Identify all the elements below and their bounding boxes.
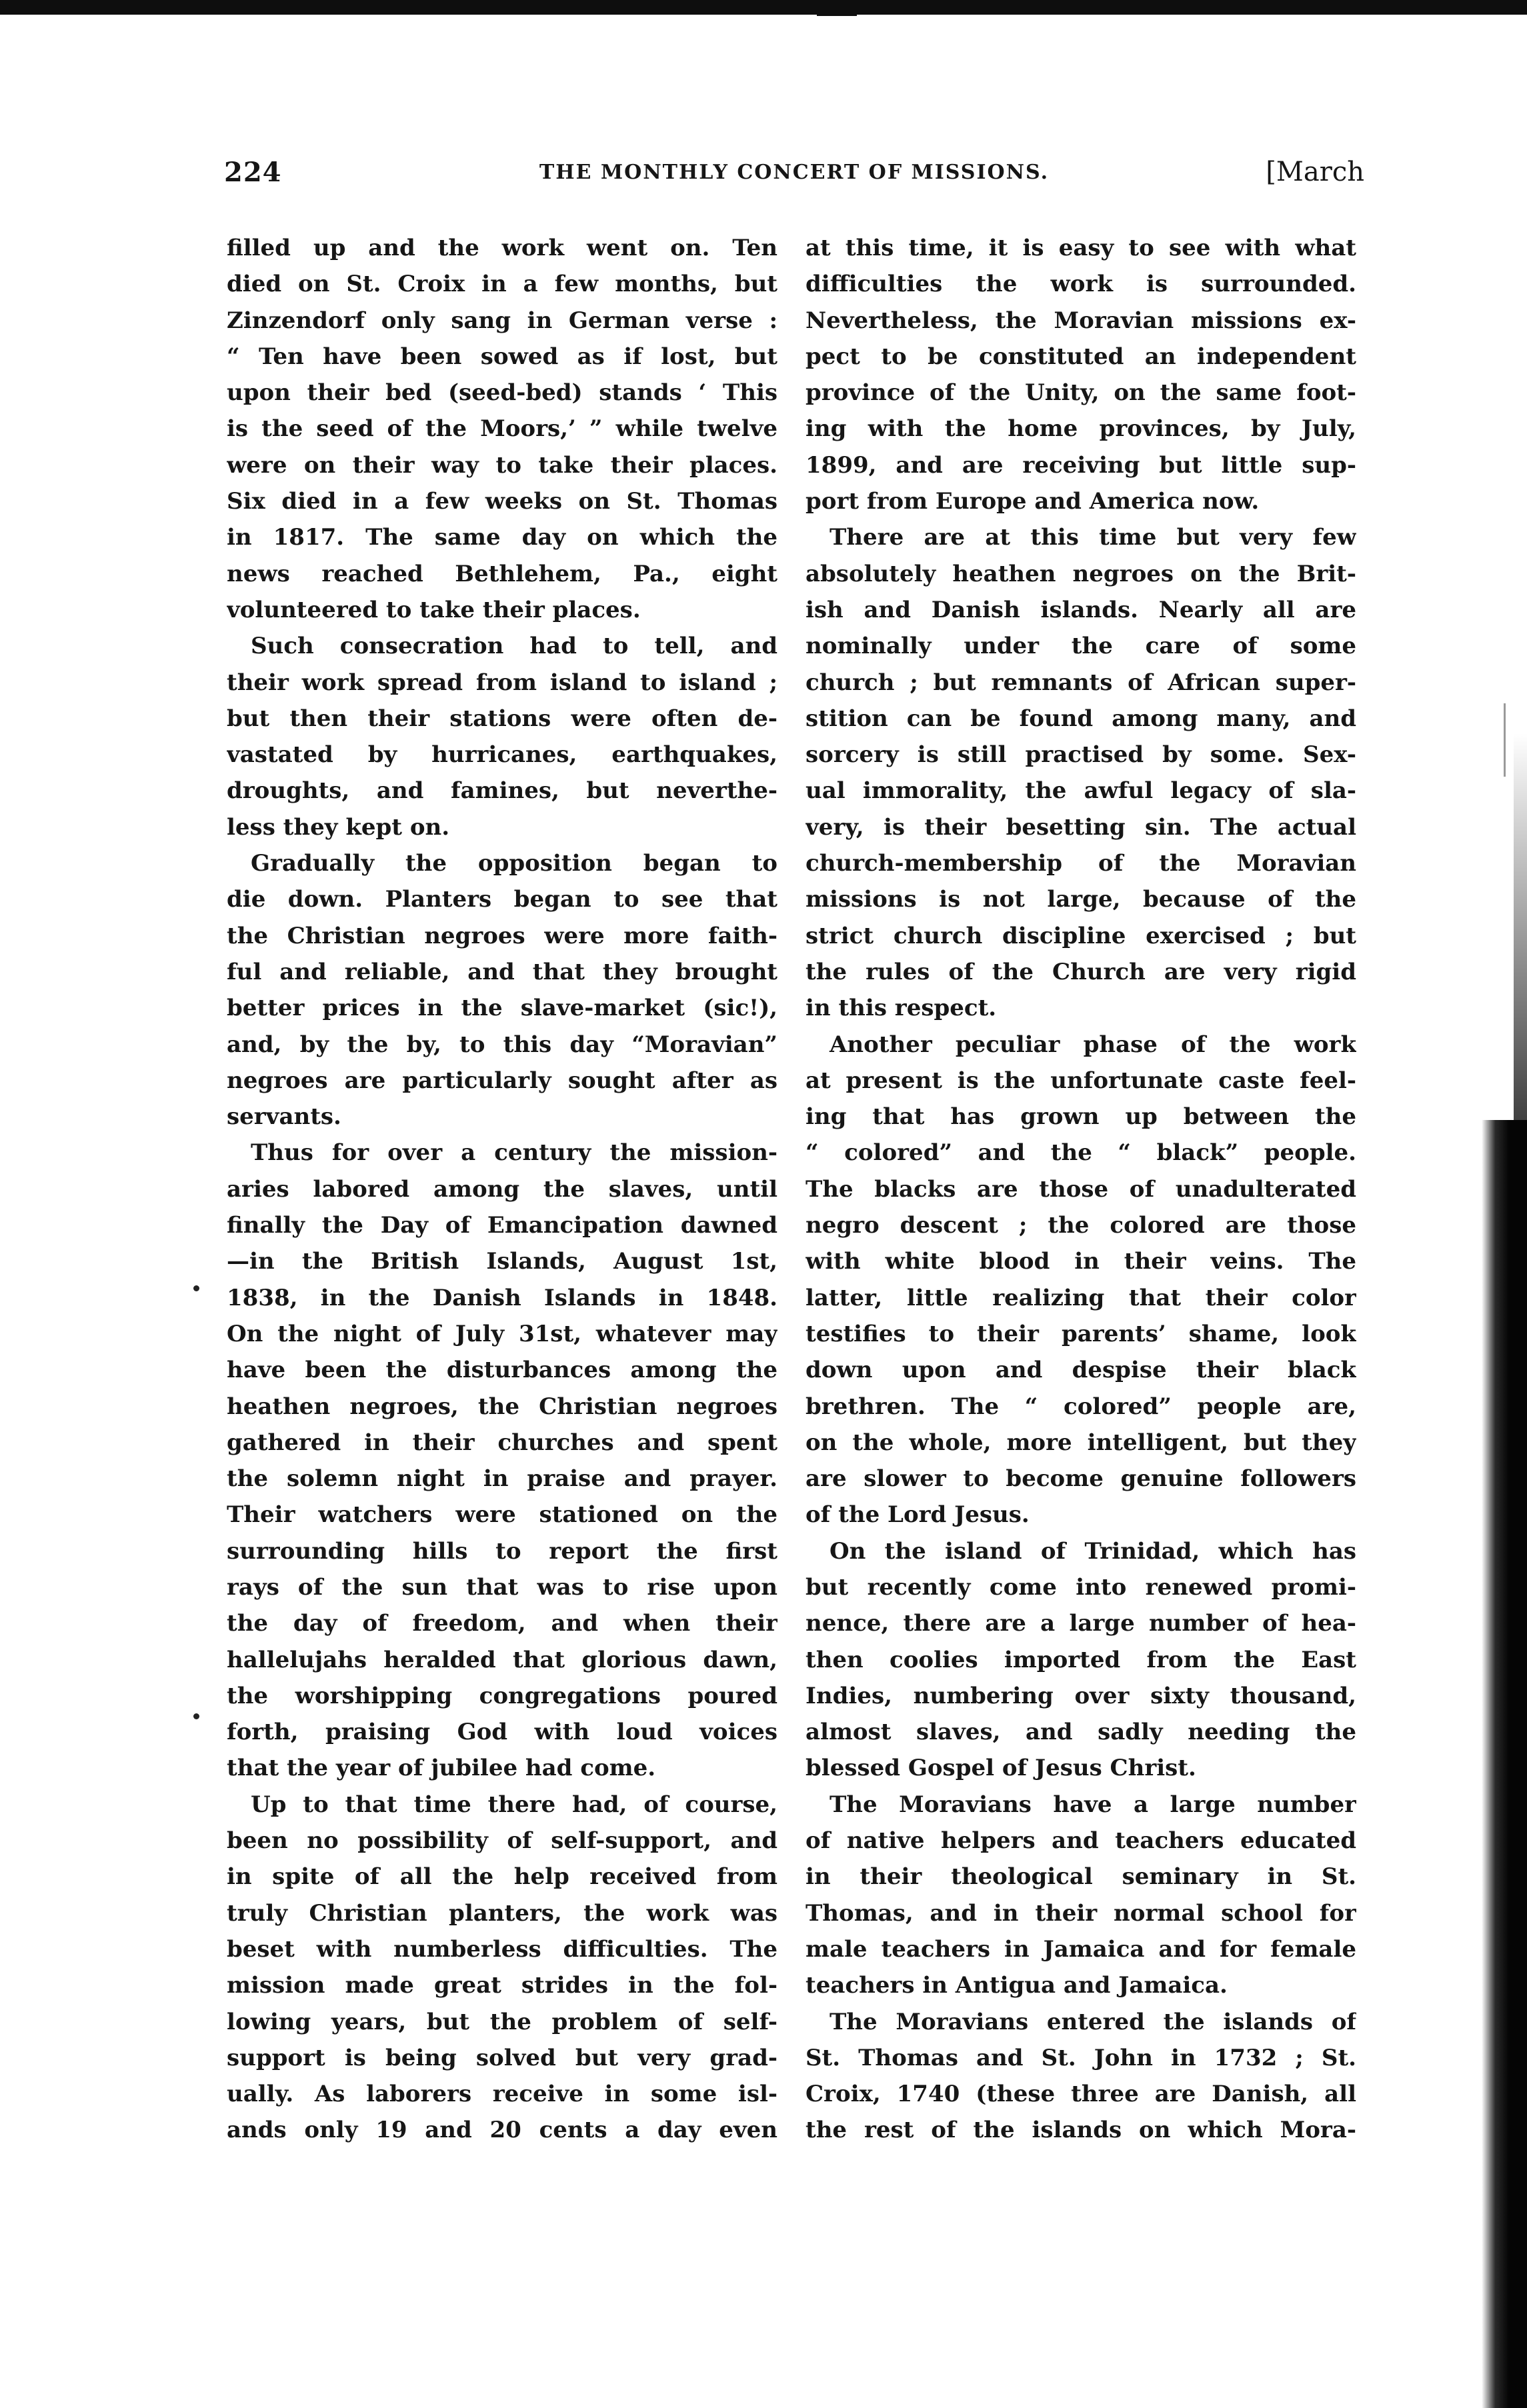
text-line: Thomas, and in their normal school for [806,1899,1356,1927]
text-line: at present is the unfortunate caste feel- [806,1067,1356,1094]
running-head-month: [March [1266,157,1364,187]
text-line: the rest of the islands on which Mora- [806,2117,1356,2144]
text-line: in spite of all the help received from [227,1863,778,1891]
text-line: ing with the home provinces, by July, [806,415,1356,443]
text-line: 1899, and are receiving but little sup- [806,451,1356,479]
text-line: ish and Danish islands. Nearly all are [806,596,1356,623]
text-line: ands only 19 and 20 cents a day even [227,2117,778,2144]
text-line: that the year of jubilee had come. [227,1755,656,1782]
text-line: negro descent ; the colored are those [806,1212,1356,1239]
text-line: were on their way to take their places. [227,451,778,479]
text-line: Up to that time there had, of course, [251,1791,778,1818]
text-line: almost slaves, and sadly needing the [806,1719,1356,1746]
text-line: brethren. The “ colored” people are, [806,1393,1356,1420]
text-line: their work spread from island to island ; [227,669,778,696]
text-line: then coolies imported from the East [806,1646,1356,1673]
top-scan-border [0,0,1527,15]
text-line: volunteered to take their places. [227,596,641,623]
text-line: ually. As laborers receive in some isl- [227,2081,778,2108]
text-line: mission made great strides in the fol- [227,1972,778,1999]
text-line: “ colored” and the “ black” people. [806,1139,1356,1167]
text-line: less they kept on. [227,813,450,841]
text-line: stition can be found among many, and [806,705,1356,732]
text-line: the worshipping congregations poured [227,1682,778,1709]
text-line: missions is not large, because of the [806,886,1356,913]
text-line: heathen negroes, the Christian negroes [227,1393,778,1420]
top-scan-notch [817,9,857,16]
text-line: gathered in their churches and spent [227,1429,778,1456]
text-line: support is being solved but very grad- [227,2044,778,2071]
text-line: absolutely heathen negroes on the Brit- [806,560,1356,587]
text-line: The Moravians entered the islands of [830,2008,1356,2035]
right-scan-shadow-upper [1514,733,1527,1133]
text-line: the rules of the Church are very rigid [806,958,1356,985]
page-number: 224 [224,157,282,188]
text-line: nominally under the care of some [806,633,1356,660]
running-head [224,157,1364,210]
text-line: Thus for over a century the mission- [251,1139,778,1167]
text-line: filled up and the work went on. Ten [227,235,778,261]
text-line: news reached Bethlehem, Pa., eight [227,560,778,587]
text-line: the Christian negroes were more faith- [227,922,778,949]
text-line: The blacks are those of unadulterated [806,1175,1356,1203]
text-line: is the seed of the Moors,’ ” while twelve [227,415,778,443]
text-line: Gradually the opposition began to [251,850,778,877]
text-line: Such consecration had to tell, and [251,633,778,660]
text-line: The Moravians have a large number [830,1791,1356,1818]
text-line: in 1817. The same day on which the [227,524,778,551]
text-line: the solemn night in praise and prayer. [227,1465,778,1493]
text-line: Zinzendorf only sang in German verse : [227,307,778,334]
text-line: forth, praising God with loud voices [227,1719,778,1746]
text-line: Croix, 1740 (these three are Danish, all [806,2081,1356,2108]
text-line: latter, little realizing that their color [806,1284,1356,1311]
text-line: negroes are particularly sought after as [227,1067,778,1094]
text-line: strict church discipline exercised ; but [806,922,1356,949]
text-line: but recently come into renewed promi- [806,1573,1356,1601]
text-line: been no possibility of self-support, and [227,1827,778,1855]
text-line: better prices in the slave-market (sic!), [227,995,778,1022]
text-line: ing that has grown up between the [806,1103,1356,1131]
text-line: servants. [227,1103,341,1131]
margin-dot-left-lower [193,1713,199,1719]
text-line: church-membership of the Moravian [806,850,1356,877]
text-line: male teachers in Jamaica and for female [806,1935,1356,1963]
text-line: truly Christian planters, the work was [227,1899,778,1927]
text-line: ful and reliable, and that they brought [227,958,778,985]
text-line: testifies to their parents’ shame, look [806,1320,1356,1347]
running-title: THE MONTHLY CONCERT OF MISSIONS. [539,161,1050,184]
text-line: have been the disturbances among the [227,1357,778,1384]
text-line: nence, there are a large number of hea- [806,1610,1356,1637]
text-line: On the island of Trinidad, which has [830,1537,1356,1565]
text-line: —in the British Islands, August 1st, [227,1248,778,1275]
text-line: droughts, and famines, but neverthe- [227,777,778,805]
margin-rule-mark [1504,703,1506,777]
text-line: On the night of July 31st, whatever may [227,1320,778,1347]
text-line: surrounding hills to report the first [227,1537,778,1565]
text-line: Their watchers were stationed on the [227,1501,778,1529]
text-line: in their theological seminary in St. [806,1863,1356,1891]
text-line: sorcery is still practised by some. Sex- [806,741,1356,769]
text-line: church ; but remnants of African super- [806,669,1356,696]
text-line: hallelujahs heralded that glorious dawn, [227,1646,778,1673]
text-line: Six died in a few weeks on St. Thomas [227,488,778,515]
text-line: ual immorality, the awful legacy of sla- [806,777,1356,805]
text-line: There are at this time but very few [830,524,1356,551]
text-line: of the Lord Jesus. [806,1501,1030,1529]
text-line: vastated by hurricanes, earthquakes, [227,741,778,769]
text-line: difficulties the work is surrounded. [806,271,1356,298]
text-line: on the whole, more intelligent, but they [806,1429,1356,1456]
text-line: the day of freedom, and when their [227,1610,778,1637]
text-line: aries labored among the slaves, until [227,1175,778,1203]
text-line: Nevertheless, the Moravian missions ex- [806,307,1356,334]
text-line: blessed Gospel of Jesus Christ. [806,1755,1196,1782]
text-line: port from Europe and America now. [806,488,1260,515]
text-line: St. Thomas and St. John in 1732 ; St. [806,2044,1356,2071]
text-line: teachers in Antigua and Jamaica. [806,1972,1228,1999]
text-line: in this respect. [806,995,997,1022]
text-column-left [227,230,778,2149]
text-line: lowing years, but the problem of self- [227,2008,778,2035]
text-line: but then their stations were often de- [227,705,778,732]
text-line: of native helpers and teachers educated [806,1827,1356,1855]
text-line: pect to be constituted an independent [806,343,1356,370]
text-line: at this time, it is easy to see with what [806,235,1356,261]
text-line: 1838, in the Danish Islands in 1848. [227,1284,778,1311]
text-line: Another peculiar phase of the work [830,1031,1356,1058]
text-line: die down. Planters began to see that [227,886,778,913]
text-column-right [806,230,1356,2149]
text-line: finally the Day of Emancipation dawned [227,1212,778,1239]
text-line: Indies, numbering over sixty thousand, [806,1682,1356,1709]
text-line: province of the Unity, on the same foot- [806,379,1356,407]
text-line: rays of the sun that was to rise upon [227,1573,778,1601]
text-line: upon their bed (seed-bed) stands ‘ This [227,379,778,407]
text-line: died on St. Croix in a few months, but [227,271,778,298]
text-line: and, by the by, to this day “Moravian” [227,1031,778,1058]
text-line: down upon and despise their black [806,1357,1356,1384]
text-line: with white blood in their veins. The [806,1248,1356,1275]
margin-dot-left-upper [193,1285,199,1291]
text-line: are slower to become genuine followers [806,1465,1356,1493]
text-line: very, is their besetting sin. The actual [806,813,1356,841]
text-line: beset with numberless difficulties. The [227,1935,778,1963]
text-line: “ Ten have been sowed as if lost, but [227,343,778,370]
right-scan-border [1482,1120,1527,2408]
